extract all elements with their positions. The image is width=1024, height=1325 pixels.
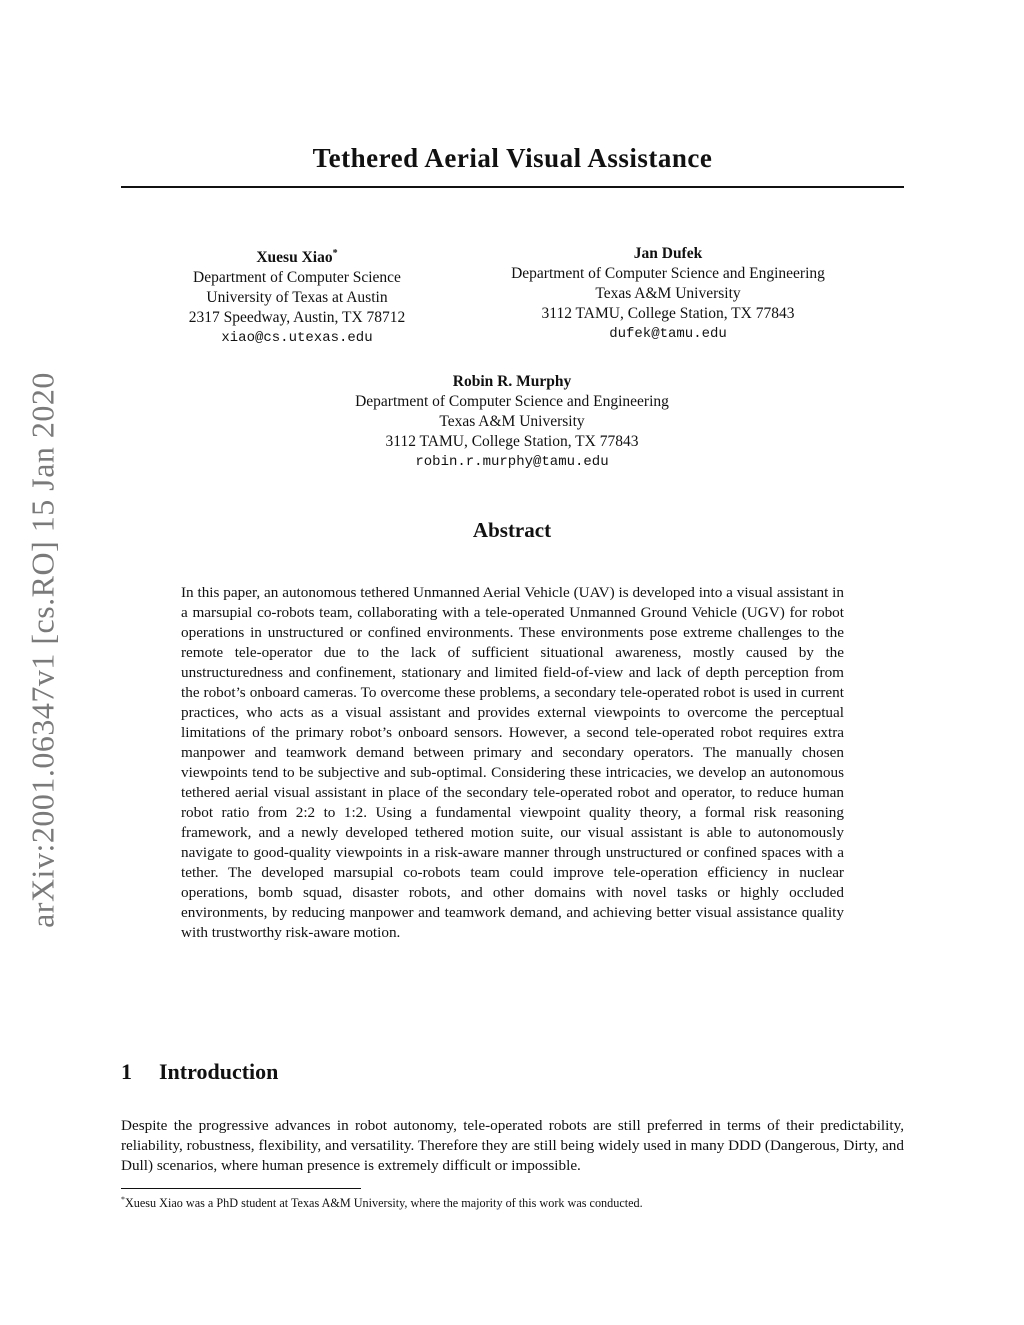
author-institution: University of Texas at Austin [206,289,388,307]
section-heading [121,1059,278,1085]
author-institution: Texas A&M University [439,413,585,430]
title-rule [121,186,904,188]
section-number: 1 [121,1059,132,1084]
footnote-mark: * [121,1195,125,1204]
author-footnote-mark: * [332,248,338,259]
section-body: Despite the progressive advances in robot autonomy, tele-operated robots are still preferred in terms of their predictability, reliability, robustness, flexibility, and versatility. Therefore they are still being widely used in many DDD (Dangerous, Dirty, and Dull) scenarios, where human presence is extremely difficult or impossible. [121,1117,904,1174]
footnote-rule [121,1188,361,1189]
author-block [152,244,442,348]
title-block [121,143,904,188]
author-department: Department of Computer Science [193,269,401,287]
author-name: Xuesu Xiao* [256,248,338,267]
arxiv-stamp: arXiv:2001.06347v1 [cs.RO] 15 Jan 2020 [24,372,61,928]
author-email[interactable]: dufek@tamu.edu [609,326,727,342]
author-block [312,372,712,472]
author-email[interactable]: xiao@cs.utexas.edu [221,330,373,347]
author-email[interactable]: robin.r.murphy@tamu.edu [415,454,609,470]
author-name: Robin R. Murphy [452,373,572,390]
author-address: 2317 Speedway, Austin, TX 78712 [188,309,406,327]
author-address: 3112 TAMU, College Station, TX 77843 [385,433,639,450]
author-department: Department of Computer Science and Engineering [355,393,669,410]
author-address: 3112 TAMU, College Station, TX 77843 [541,305,795,322]
author-department: Department of Computer Science and Engineering [511,265,825,282]
abstract-body: In this paper, an autonomous tethered Unmanned Aerial Vehicle (UAV) is developed into a visual assistant in a marsupial co-robots team, collaborating with a tele-operated Unmanned Ground Vehicle (UGV) for robot operations in unstructured or confined environments. These environments pose extreme challenges to the remote tele-operator due to the lack of sufficient situational awareness, mostly caused by the unstructuredness and confinement, stationary and limited field-of-view and lack of depth perception from the robot’s onboard cameras. To overcome these problems, a secondary tele-operated robot is used in current practices, who acts as a visual assistant and provides external viewpoints to overcome the perceptual limitations of the primary robot’s onboard sensors. However, a second tele-operated robot requires extra manpower and teamwork demand between primary and secondary operators. The manually chosen viewpoints tend to be subjective and sub-optimal. Considering these intricacies, we develop an autonomous tethered aerial visual assistant in place of the secondary tele-operated robot and operator, to reduce human robot ratio from 2:2 to 1:2. Using a fundamental viewpoint quality theory, a formal risk reasoning framework, and a newly developed tethered motion suite, our visual assistant is able to autonomously navigate to good-quality viewpoints in a risk-aware manner through unstructured or confined spaces with a tether. The developed marsupial co-robots team could improve tele-operation efficiency in nuclear operations, bomb squad, disaster robots, and other domains with novel tasks or highly occluded environments, by reducing manpower and teamwork demand, and achieving better visual assistance quality with trustworthy risk-aware motion. [181,584,844,941]
footnote-text: Xuesu Xiao was a PhD student at Texas A&M University, where the majority of this work was conducted. [124,1196,643,1211]
section-title: Introduction [159,1059,279,1084]
author-name: Jan Dufek [633,245,703,262]
paper-title: Tethered Aerial Visual Assistance [312,143,713,173]
abstract-heading: Abstract [472,518,552,542]
author-block [478,244,858,344]
footnote [121,1192,643,1211]
author-institution: Texas A&M University [595,285,741,302]
